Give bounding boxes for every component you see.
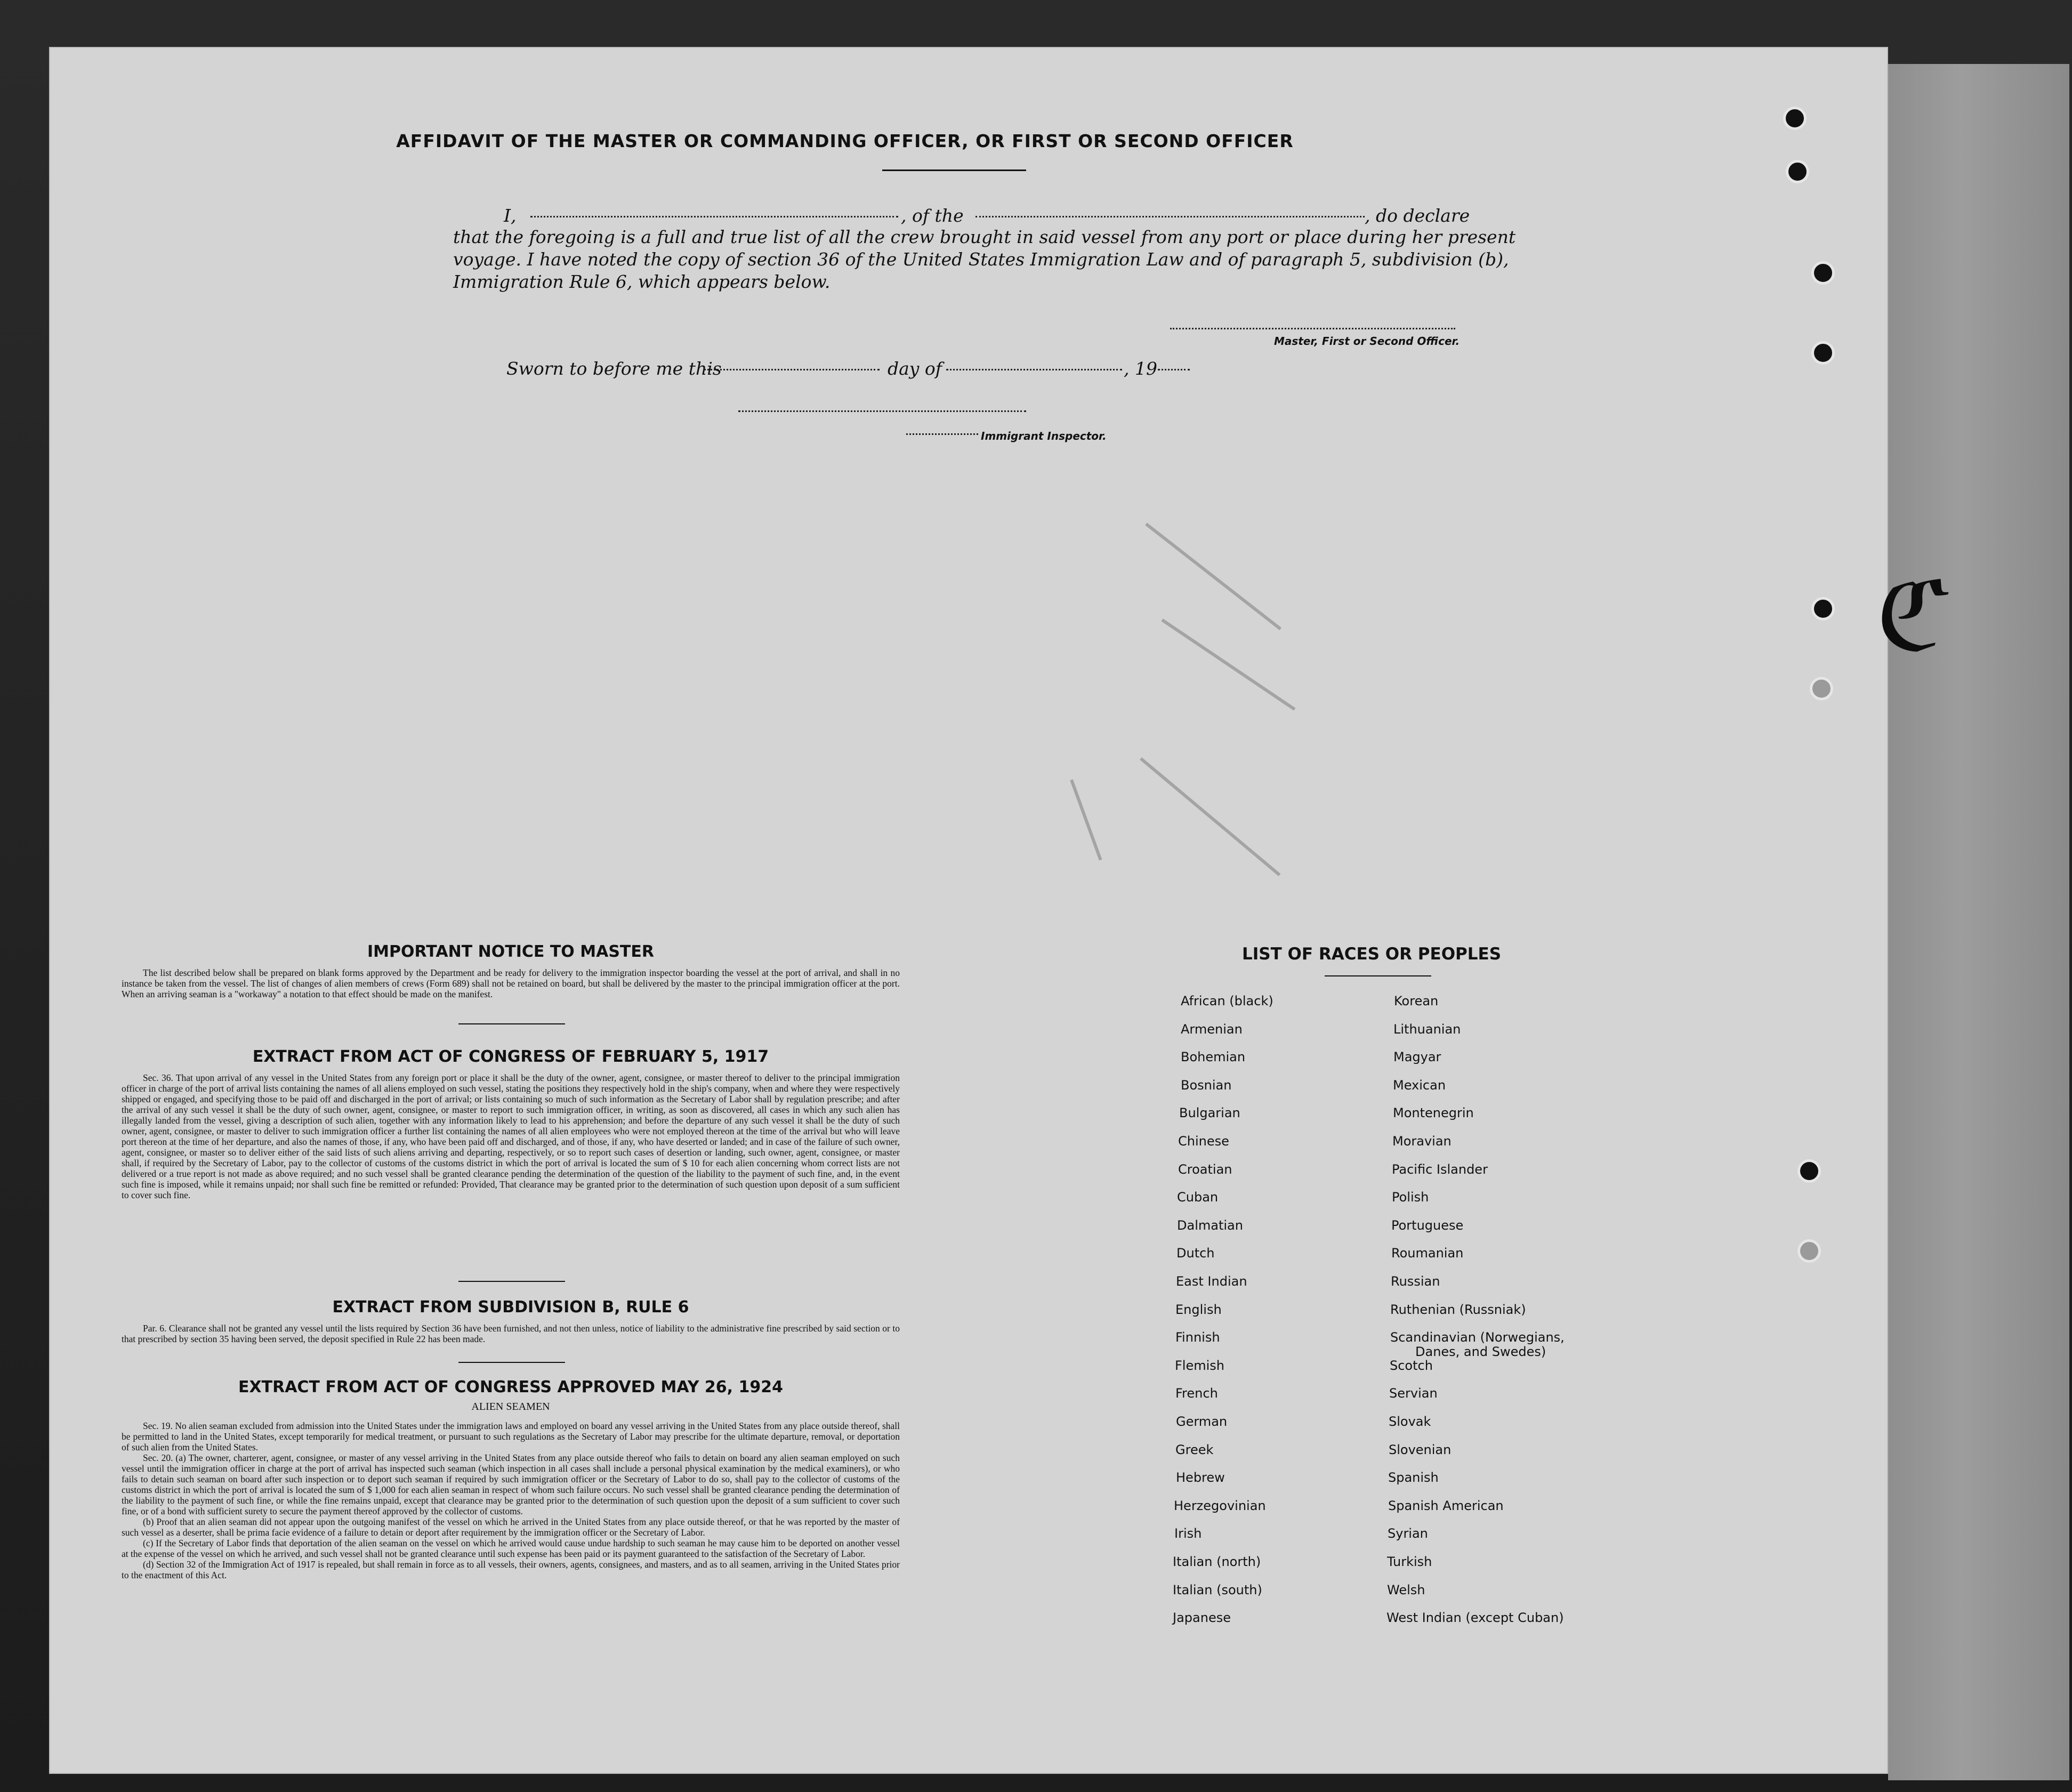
affidavit-title: AFFIDAVIT OF THE MASTER OR COMMANDING OFFICER, OR FIRST OR SECOND OFFICER bbox=[396, 131, 1294, 151]
races-title: LIST OF RACES OR PEOPLES bbox=[1242, 945, 1502, 964]
race-item: German bbox=[1176, 1414, 1228, 1429]
binder-hole bbox=[1810, 677, 1833, 700]
inspector-caption: Immigrant Inspector. bbox=[981, 430, 1107, 442]
notice-body bbox=[122, 967, 900, 999]
notice-paragraph: The list described below shall be prepared on blank forms approved by the Department and be ready for delivery to the immigration inspector boarding the vessel at the port of arrival, and shall in no instance be taken from the vessel. The list of changes of alien members of crews (Form 689) shall not be retained on board, but shall be delivered by the master to the principal immigration officer at the port. When an arriving seaman is a "workaway" a notation to that effect should be made on the manifest. bbox=[122, 967, 900, 999]
affidavit-of-the: , of the bbox=[901, 205, 964, 226]
race-item: Croatian bbox=[1178, 1161, 1232, 1177]
race-item: Slovenian bbox=[1389, 1442, 1452, 1457]
year-text: , 19 bbox=[1124, 358, 1157, 379]
race-item: Danes, and Swedes) bbox=[1415, 1344, 1546, 1359]
race-item: Syrian bbox=[1388, 1526, 1428, 1541]
race-item: Italian (south) bbox=[1173, 1582, 1262, 1597]
sec-19-paragraph: Sec. 19. No alien seaman excluded from admission into the United States under the immigration laws and employed on board any vessel arriving in the United States from any place outside thereof, shall be permitted to land in the United States, except temporarily for medical treatment, or pursuant to such regulations as the Secretary of Labor may prescribe for the ultimate departure, removal, or deportation of such alien from the United States. bbox=[122, 1420, 900, 1452]
race-item: Portuguese bbox=[1391, 1217, 1464, 1233]
race-item: Finnish bbox=[1175, 1330, 1220, 1345]
day-of-text: day of bbox=[888, 358, 942, 379]
extract-1924-title: EXTRACT FROM ACT OF CONGRESS APPROVED MAY 26, 1924 bbox=[238, 1378, 783, 1397]
race-item: Hebrew bbox=[1176, 1470, 1225, 1486]
notice-title: IMPORTANT NOTICE TO MASTER bbox=[367, 942, 654, 961]
extract-rule6-body bbox=[122, 1323, 900, 1344]
affidavit-i: I, bbox=[504, 205, 517, 226]
race-item: Spanish bbox=[1388, 1470, 1439, 1486]
race-item: Lithuanian bbox=[1393, 1021, 1461, 1037]
vessel-blank bbox=[975, 216, 1365, 217]
race-item: Roumanian bbox=[1391, 1246, 1464, 1261]
race-item: English bbox=[1175, 1302, 1222, 1317]
races-title-underline bbox=[1325, 975, 1431, 976]
race-item: Russian bbox=[1391, 1274, 1440, 1289]
extract-rule6-title: EXTRACT FROM SUBDIVISION B, RULE 6 bbox=[332, 1298, 689, 1317]
race-item: African (black) bbox=[1181, 994, 1273, 1008]
signature-caption: Master, First or Second Officer. bbox=[1274, 335, 1460, 348]
inspector-blank bbox=[738, 410, 1026, 412]
extract-rule6-paragraph: Par. 6. Clearance shall not be granted any vessel until the lists required by Section 36 have been furnished, and not then unless, notice of liability to the administrative fine prescribed by said section or to that prescribed by section 35 having been served, the deposit specified in Rule 22 has been made. bbox=[122, 1323, 900, 1344]
affidavit-declare: , do declare bbox=[1365, 205, 1470, 226]
alien-seamen-subtitle: ALIEN SEAMEN bbox=[471, 1401, 550, 1412]
sec-20c-paragraph: (c) If the Secretary of Labor finds that deportation of the alien seaman on the vessel on which he arrived would cause undue hardship to such seaman he may cause him to be deported on another vessel at the expense of the vessel on which he arrived, and such vessel shall not be granted clearance until such expense has been paid or its payment guaranteed to the satisfaction of the Secretary of Labor. bbox=[122, 1538, 900, 1559]
affidavit-line-4: Immigration Rule 6, which appears below. bbox=[453, 271, 831, 292]
inspector-dots bbox=[906, 433, 978, 435]
race-item: East Indian bbox=[1176, 1274, 1247, 1289]
race-item: Scotch bbox=[1390, 1358, 1433, 1373]
race-item: Turkish bbox=[1387, 1554, 1432, 1569]
sec-20a-paragraph: Sec. 20. (a) The owner, charterer, agent, consignee, or master of any vessel arriving in the United States from any place outside thereof who fails to detain on board any alien seaman employed on such vessel until the immigration officer in charge at the port of arrival has inspected such seaman (which inspection in all cases shall include a personal physical examination by the medical examiners), or who fails to detain such seaman on board after such inspection or to deport such seaman if required by such immigration officer or the Secretary of Labor to do so, shall pay to the collector of customs of the customs district in which the port of arrival is located the sum of $ 1,000 for each alien seaman in respect of whom such failure occurs. No such vessel shall be granted clearance pending the determination of the liability to the payment of such fine, or while the fine remains unpaid, except that clearance may be granted prior to the determination of such question upon the deposit of a sum sufficient to cover such fine, or of a bond with sufficient surety to secure the payment thereof approved by the collector of customs. bbox=[122, 1452, 900, 1516]
race-item: Bohemian bbox=[1181, 1050, 1246, 1065]
race-item: Herzegovinian bbox=[1174, 1498, 1266, 1513]
day-blank bbox=[704, 369, 880, 370]
section-divider bbox=[458, 1023, 565, 1024]
binder-hole bbox=[1811, 597, 1835, 620]
month-blank bbox=[946, 369, 1122, 370]
race-item: Moravian bbox=[1392, 1134, 1452, 1149]
race-item: Dalmatian bbox=[1177, 1217, 1243, 1233]
extract-1917-body bbox=[122, 1072, 900, 1200]
race-item: Ruthenian (Russniak) bbox=[1390, 1302, 1526, 1317]
race-item: Irish bbox=[1174, 1526, 1202, 1541]
signature-blank bbox=[1170, 328, 1455, 329]
affidavit-line-3: voyage. I have noted the copy of section 36 of the United States Immigration Law and of paragraph 5, subdivision (b), bbox=[453, 249, 1509, 270]
binder-hole bbox=[1797, 1239, 1821, 1263]
race-item: Servian bbox=[1389, 1386, 1438, 1401]
extract-1924-body bbox=[122, 1420, 900, 1580]
race-item: Bosnian bbox=[1181, 1077, 1232, 1093]
race-item: Welsh bbox=[1387, 1582, 1425, 1597]
title-underline bbox=[882, 169, 1026, 171]
race-item: Armenian bbox=[1181, 1021, 1243, 1037]
race-item: Pacific Islander bbox=[1392, 1161, 1488, 1177]
sec-20b-paragraph: (b) Proof that an alien seaman did not appear upon the outgoing manifest of the vessel on which he arrived in the United States from any place outside thereof, or that he was reported by the master of such vessel as a deserter, shall be prima facie evidence of a failure to detain or deport after requirement by the immigration officer or the Secretary of Labor. bbox=[122, 1516, 900, 1538]
sworn-text: Sworn to before me this bbox=[506, 358, 722, 379]
race-item: Mexican bbox=[1393, 1077, 1446, 1093]
race-item: Chinese bbox=[1178, 1134, 1229, 1149]
race-item: Spanish American bbox=[1388, 1498, 1504, 1513]
binder-hole bbox=[1783, 107, 1807, 130]
race-item: Montenegrin bbox=[1393, 1105, 1474, 1121]
race-item: French bbox=[1175, 1386, 1218, 1401]
section-divider bbox=[458, 1281, 565, 1282]
race-item: Polish bbox=[1392, 1190, 1429, 1205]
race-item: Scandinavian (Norwegians, bbox=[1390, 1330, 1565, 1345]
extract-1917-title: EXTRACT FROM ACT OF CONGRESS OF FEBRUARY 5, 1917 bbox=[252, 1047, 769, 1066]
race-item: Flemish bbox=[1175, 1358, 1224, 1373]
race-item: Korean bbox=[1394, 994, 1439, 1008]
race-item: Cuban bbox=[1177, 1190, 1219, 1205]
section-divider bbox=[458, 1362, 565, 1363]
race-item: Slovak bbox=[1389, 1414, 1431, 1429]
binder-hole bbox=[1811, 261, 1835, 285]
race-item: Greek bbox=[1175, 1442, 1214, 1457]
pencil-mark-icon: ℭ bbox=[1863, 547, 1961, 679]
underlying-page-strip bbox=[1888, 64, 2069, 1780]
race-item: Dutch bbox=[1176, 1246, 1215, 1261]
name-blank bbox=[530, 216, 898, 217]
affidavit-line-2: that the foregoing is a full and true list of all the crew brought in said vessel from any port or place during her present bbox=[453, 227, 1516, 247]
binder-hole bbox=[1797, 1159, 1821, 1183]
sec-20d-paragraph: (d) Section 32 of the Immigration Act of 1917 is repealed, but shall remain in force as to all vessels, their owners, agents, consignees, and masters, and as to all seamen, arriving in the United States prior to the enactment of this Act. bbox=[122, 1559, 900, 1580]
race-item: Magyar bbox=[1393, 1050, 1441, 1065]
race-item: Bulgarian bbox=[1179, 1105, 1240, 1121]
year-blank bbox=[1158, 369, 1190, 370]
race-item: Japanese bbox=[1173, 1610, 1231, 1626]
binder-hole bbox=[1811, 341, 1835, 365]
race-item: West Indian (except Cuban) bbox=[1386, 1610, 1564, 1626]
binder-hole bbox=[1786, 160, 1809, 183]
extract-1917-paragraph: Sec. 36. That upon arrival of any vessel in the United States from any foreign port or place it shall be the duty of the owner, agent, consignee, or master thereof to deliver to the principal immigration officer in charge of the port of arrival lists containing the names of all aliens employed on such vessel, stating the positions they respectively hold in the ship's company, when and where they were respectively shipped or engaged, and specifying those to be paid off and discharged in the port of arrival; or lists containing so much of such information as the Secretary of Labor shall by regulation prescribe; and after the arrival of any such vessel it shall be the duty of such owner, agent, consignee, or master to report to such immigration officer, in writing, as soon as discovered, all cases in which any such alien has illegally landed from the vessel, giving a description of such alien, together with any information likely to lead to his apprehension; and before the departure of any such vessel it shall be the duty of such owner, agent, consignee, or master to deliver to such immigration officer a further list containing the names of all alien employees who were not employed thereon at the time of the arrival but who will leave port thereon at the time of her departure, and also the names of those, if any, who have been paid off and discharged, and of those, if any, who have deserted or landed; and in case of the failure of such owner, agent, consignee, or master so to deliver either of the said lists of such aliens arriving and departing, respectively, or so to report such cases of desertion or landing, such owner, agent, consignee, or master shall, if required by the Secretary of Labor, pay to the collector of customs of the customs district in which the port of arrival is located the sum of $ 10 for each alien concerning whom correct lists are not delivered or a true report is not made as above required; and no such vessel shall be granted clearance pending the determination of the question of the liability to the payment of such fine, and, in the event such fine is imposed, while it remains unpaid; nor shall such fine be remitted or refunded: Provided, That clearance may be granted prior to the determination of such question upon deposit of a sum sufficient to cover such fine. bbox=[122, 1072, 900, 1200]
race-item: Italian (north) bbox=[1173, 1554, 1261, 1569]
